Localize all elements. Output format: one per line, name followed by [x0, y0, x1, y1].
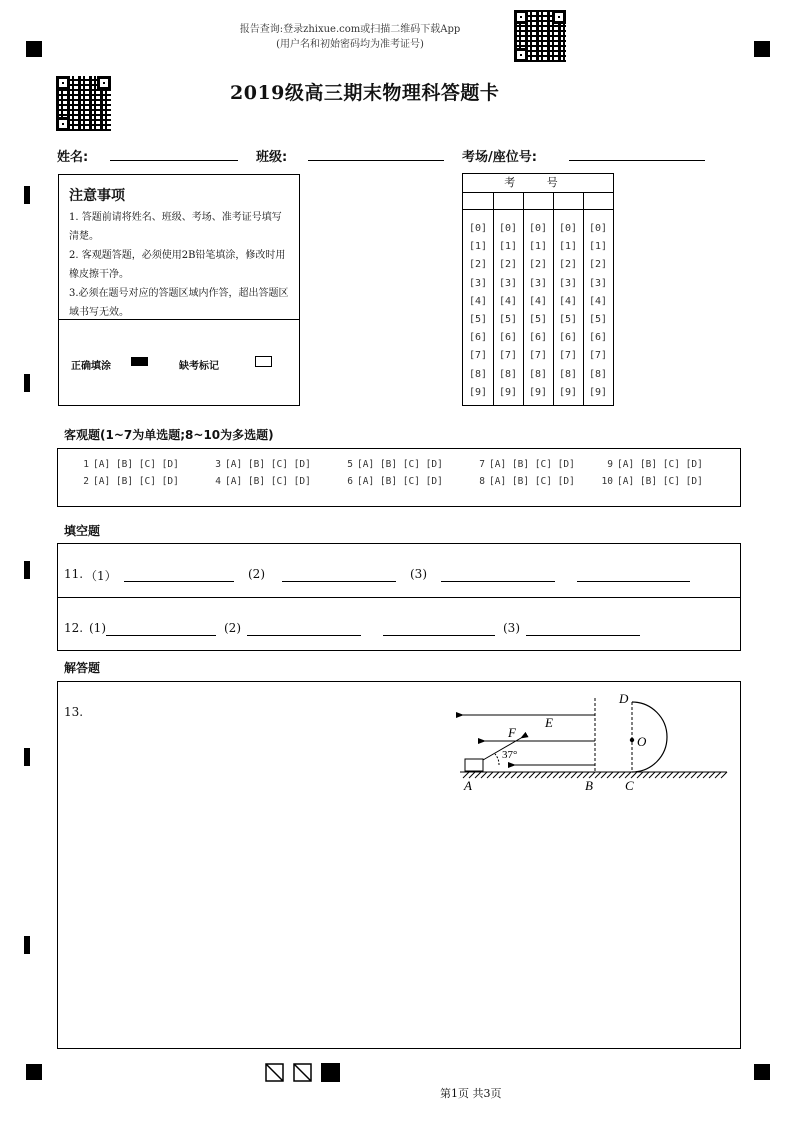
mc-question-1[interactable]: [75, 459, 179, 470]
mc-options[interactable]: [A] [B] [C] [D]: [93, 476, 179, 487]
field-lines: [463, 715, 595, 765]
exam-digit-bubble[interactable]: [6]: [468, 332, 488, 344]
correct-fill-label: 正确填涂: [71, 361, 111, 372]
exam-digit-bubble[interactable]: [0]: [558, 223, 578, 234]
objective-title: 客观题(1~7为单选题;8~10为多选题): [64, 428, 274, 442]
q12-part-2: (2): [224, 621, 241, 635]
mc-question-number: 3: [215, 459, 221, 470]
exam-digit-bubble[interactable]: [2]: [558, 259, 578, 271]
exam-digit-bubble[interactable]: [3]: [468, 277, 488, 289]
exam-digit-bubble[interactable]: [0]: [498, 223, 518, 234]
exam-digit-bubble[interactable]: [7]: [468, 350, 488, 362]
exam-digit-bubble[interactable]: [1]: [468, 241, 488, 253]
name-label: 姓名:: [57, 150, 89, 165]
mc-question-7[interactable]: [471, 459, 575, 470]
angle-arc: [495, 754, 499, 765]
mc-question-number: 6: [347, 476, 353, 487]
q12-answer-1[interactable]: [106, 635, 216, 636]
timing-mark: [24, 561, 30, 579]
corner-mark-bottom-left: [26, 1064, 42, 1080]
exam-digit-bubble[interactable]: [5]: [528, 314, 548, 326]
q11-part-1: （1）: [85, 569, 117, 583]
exam-digit-bubble[interactable]: [6]: [558, 332, 578, 344]
q11-answer-1[interactable]: [124, 581, 234, 582]
exam-digit-bubble[interactable]: [5]: [558, 314, 578, 326]
mc-options[interactable]: [A] [B] [C] [D]: [93, 459, 179, 470]
exam-digit-bubble[interactable]: [5]: [468, 314, 488, 326]
answer-title: 解答题: [64, 661, 101, 675]
mc-options[interactable]: [A] [B] [C] [D]: [489, 459, 575, 470]
exam-digit-column: [463, 220, 493, 402]
class-field[interactable]: [308, 160, 444, 161]
exam-digit-bubble[interactable]: [7]: [588, 350, 608, 362]
q11-part-3: (3): [410, 567, 427, 581]
exam-digit-bubble[interactable]: [8]: [528, 368, 548, 380]
exam-digit-bubble[interactable]: [3]: [498, 277, 518, 289]
mc-question-5[interactable]: [339, 459, 443, 470]
notice-heading: 注意事项: [69, 188, 125, 204]
notice-items: [69, 208, 291, 322]
q12-answer-4[interactable]: [526, 635, 640, 636]
exam-digit-bubble[interactable]: [9]: [558, 386, 578, 398]
mc-options[interactable]: [A] [B] [C] [D]: [357, 459, 443, 470]
timing-mark: [24, 748, 30, 766]
q11-answer-2[interactable]: [282, 581, 396, 582]
mc-options[interactable]: [A] [B] [C] [D]: [357, 476, 443, 487]
q11-answer-4[interactable]: [577, 581, 690, 582]
mc-question-10[interactable]: [599, 476, 703, 487]
exam-digit-bubble[interactable]: [4]: [588, 295, 608, 307]
mc-options[interactable]: [A] [B] [C] [D]: [225, 476, 311, 487]
mc-question-number: 7: [479, 459, 485, 470]
exam-digit-bubble[interactable]: [1]: [588, 241, 608, 253]
mc-question-number: 10: [601, 476, 613, 487]
exam-digit-bubble[interactable]: [1]: [558, 241, 578, 253]
block-A: [465, 759, 483, 771]
q13-number: 13.: [64, 705, 84, 719]
q12-part-1: (1): [89, 621, 106, 635]
exam-digit-bubble[interactable]: [0]: [528, 223, 548, 234]
objective-box: [57, 448, 741, 507]
exam-digit-bubble[interactable]: [4]: [528, 295, 548, 307]
timing-mark: [24, 374, 30, 392]
mc-question-6[interactable]: [339, 476, 443, 487]
mc-question-9[interactable]: [599, 459, 703, 470]
label-F: F: [508, 725, 516, 740]
exam-digit-bubble[interactable]: [6]: [588, 332, 608, 344]
room-seat-field[interactable]: [569, 160, 705, 161]
label-C: C: [625, 778, 634, 793]
mc-question-number: 2: [83, 476, 89, 487]
page-footer: 第1页 共3页: [440, 1087, 502, 1100]
exam-digit-bubble[interactable]: [0]: [588, 223, 608, 234]
mc-question-number: 8: [479, 476, 485, 487]
qr-code-sheet: [56, 76, 111, 131]
q11-number: 11.: [64, 567, 84, 581]
notice-box: [58, 174, 300, 406]
exam-digit-bubble[interactable]: [2]: [468, 259, 488, 271]
mc-options[interactable]: [A] [B] [C] [D]: [489, 476, 575, 487]
mc-question-8[interactable]: [471, 476, 575, 487]
mc-options[interactable]: [A] [B] [C] [D]: [617, 476, 703, 487]
label-D: D: [619, 691, 629, 706]
exam-digit-bubble[interactable]: [8]: [498, 368, 518, 380]
label-E: E: [545, 715, 553, 730]
mc-question-number: 9: [607, 459, 613, 470]
exam-digit-bubble[interactable]: [9]: [588, 386, 608, 398]
qr-code-download: [514, 10, 566, 62]
q11-part-2: (2): [248, 567, 265, 581]
mc-options[interactable]: [A] [B] [C] [D]: [225, 459, 311, 470]
report-line-1: 报告查询:登录zhixue.com或扫描二维码下载App: [239, 24, 461, 35]
exam-digit-bubble[interactable]: [3]: [588, 277, 608, 289]
exam-digit-bubble[interactable]: [8]: [468, 368, 488, 380]
corner-mark-top-left: [26, 41, 42, 57]
q12-number: 12.: [64, 621, 84, 635]
mc-options[interactable]: [A] [B] [C] [D]: [617, 459, 703, 470]
timing-mark: [24, 186, 30, 204]
exam-digit-bubble[interactable]: [5]: [588, 314, 608, 326]
corner-mark-bottom-right: [754, 1064, 770, 1080]
exam-digit-bubble[interactable]: [9]: [468, 386, 488, 398]
ground-hatch: [460, 772, 727, 778]
exam-digit-bubble[interactable]: [7]: [498, 350, 518, 362]
exam-digit-bubble[interactable]: [6]: [498, 332, 518, 344]
label-A: A: [464, 778, 472, 793]
class-label: 班级:: [256, 150, 288, 165]
exam-digit-bubble[interactable]: [4]: [468, 295, 488, 307]
exam-digit-bubble[interactable]: [3]: [558, 277, 578, 289]
q11-answer-3[interactable]: [441, 581, 555, 582]
exam-digit-bubble[interactable]: [4]: [498, 295, 518, 307]
exam-digit-bubble[interactable]: [1]: [498, 241, 518, 253]
notice-item-2: 2. 客观题答题，必须使用2B铅笔填涂，修改时用橡皮擦干净。: [69, 250, 286, 280]
mc-question-number: 4: [215, 476, 221, 487]
notice-item-3: 3.必须在题号对应的答题区域内作答，超出答题区域书写无效。: [69, 288, 289, 318]
exam-digit-column: [523, 220, 553, 402]
exam-digit-column: [493, 220, 523, 402]
exam-digit-bubble[interactable]: [8]: [558, 368, 578, 380]
q13-figure: [455, 688, 735, 796]
exam-digit-column: [553, 220, 583, 402]
q12-answer-2[interactable]: [247, 635, 361, 636]
mc-question-2[interactable]: [75, 476, 179, 487]
exam-digit-column: [583, 220, 613, 402]
report-info: [200, 22, 500, 52]
absent-mark-box[interactable]: [255, 356, 272, 367]
exam-digit-bubble[interactable]: [7]: [528, 350, 548, 362]
exam-number-grid: [462, 173, 614, 406]
absent-mark-label: 缺考标记: [179, 361, 219, 372]
page-title: 2019级高三期末物理科答题卡: [230, 82, 500, 104]
mc-question-4[interactable]: [207, 476, 311, 487]
bottom-solid-mark: [321, 1063, 340, 1082]
exam-digit-bubble[interactable]: [0]: [468, 223, 488, 234]
exam-digit-bubble[interactable]: [9]: [528, 386, 548, 398]
exam-digit-bubble[interactable]: [4]: [558, 295, 578, 307]
mc-question-number: 1: [83, 459, 89, 470]
label-O: O: [637, 734, 647, 749]
exam-digit-bubble[interactable]: [2]: [588, 259, 608, 271]
name-field[interactable]: [110, 160, 238, 161]
exam-digit-bubble[interactable]: [9]: [498, 386, 518, 398]
notice-item-1: 1. 答题前请将姓名、班级、考场、准考证号填写清楚。: [69, 212, 282, 242]
exam-digit-bubble[interactable]: [8]: [588, 368, 608, 380]
q12-part-3: (3): [503, 621, 520, 635]
corner-mark-top-right: [754, 41, 770, 57]
label-B: B: [585, 778, 593, 793]
exam-digit-bubble[interactable]: [2]: [528, 259, 548, 271]
exam-digit-bubble[interactable]: [2]: [498, 259, 518, 271]
room-seat-label: 考场/座位号:: [462, 150, 537, 165]
exam-digit-bubble[interactable]: [3]: [528, 277, 548, 289]
bottom-check-mark-2: [293, 1063, 312, 1082]
fill-in-title: 填空题: [64, 524, 101, 538]
report-line-2: (用户名和初始密码均为准考证号): [276, 39, 424, 50]
exam-number-write-row[interactable]: [463, 193, 613, 210]
exam-digit-bubble[interactable]: [6]: [528, 332, 548, 344]
center-O: [630, 738, 634, 742]
bottom-check-mark-1: [265, 1063, 284, 1082]
label-angle: 37°: [502, 749, 518, 761]
exam-digit-bubble[interactable]: [1]: [528, 241, 548, 253]
correct-fill-sample: [131, 357, 148, 366]
exam-digit-bubble[interactable]: [5]: [498, 314, 518, 326]
q12-answer-3[interactable]: [383, 635, 495, 636]
mc-question-number: 5: [347, 459, 353, 470]
timing-mark: [24, 936, 30, 954]
mc-question-3[interactable]: [207, 459, 311, 470]
exam-digit-bubble[interactable]: [7]: [558, 350, 578, 362]
exam-number-heading: 考 号: [463, 174, 613, 193]
notice-divider: [59, 319, 299, 320]
